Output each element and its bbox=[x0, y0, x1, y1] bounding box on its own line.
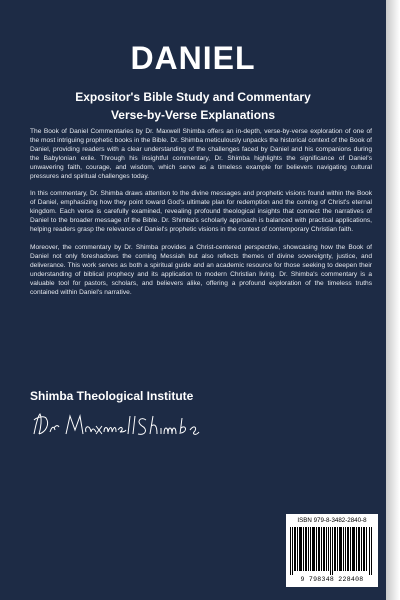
barcode-digits: 9 798348 228408 bbox=[300, 576, 364, 583]
subtitle-line-2: Verse-by-Verse Explanations bbox=[110, 108, 276, 122]
blurb-paragraph-3: Moreover, the commentary by Dr. Shimba provides a Christ-centered perspective, showcasing how the Book of Daniel not only foreshadows the coming Messiah but also reflects themes of divine sovereignty, justice, and deliverance. This work serves as both a spiritual guide and an academic resource for those seeking to deepen their understanding of biblical prophecy and its application to modern Christian living. Dr. Shimba's commentary is a valuable tool for pastors, scholars, and believers alike, offering a profound exploration of the timeless truths contained within Daniel's narrative. bbox=[30, 243, 372, 296]
isbn-label: ISBN 979-8-3482-2840-8 bbox=[297, 517, 367, 524]
barcode-icon bbox=[290, 527, 374, 575]
page-edge bbox=[386, 0, 400, 600]
blurb-paragraph-1: The Book of Daniel Commentaries by Dr. Maxwell Shimba offers an in-depth, verse-by-verse exploration of one of the most intriguing prophetic books in the Bible. Dr. Shimba meticulously unpacks the historical context of the Book of Daniel, providing readers with a clear understanding of the challenges faced by Daniel and his companions during the Babylonian exile. Through his insightful commentary, Dr. Shimba highlights the significance of Daniel's unwavering faith, courage, and wisdom, which serve as a timeless example for believers navigating cultural pressures and spiritual challenges today. bbox=[30, 128, 372, 180]
blurb bbox=[30, 128, 372, 306]
blurb-paragraph-2: In this commentary, Dr. Shimba draws attention to the divine messages and prophetic visions found within the Book of Daniel, emphasizing how they point toward God's ultimate plan for redemption and the coming of Christ's eternal kingdom. Each verse is carefully examined, revealing profound theological insights that connect the narratives of Daniel to the broader message of the Bible. Dr. Shimba's scholarly approach is balanced with practical applications, helping readers grasp the relevance of Daniel's prophetic visions in the context of contemporary Christian faith. bbox=[30, 190, 372, 234]
barcode-box bbox=[286, 514, 378, 587]
author-signature bbox=[30, 410, 200, 440]
publisher-name: Shimba Theological Institute bbox=[30, 389, 194, 403]
book-title: DANIEL bbox=[130, 40, 256, 76]
book-subtitle bbox=[0, 88, 386, 124]
subtitle-line-1: Expositor's Bible Study and Commentary bbox=[75, 90, 311, 104]
